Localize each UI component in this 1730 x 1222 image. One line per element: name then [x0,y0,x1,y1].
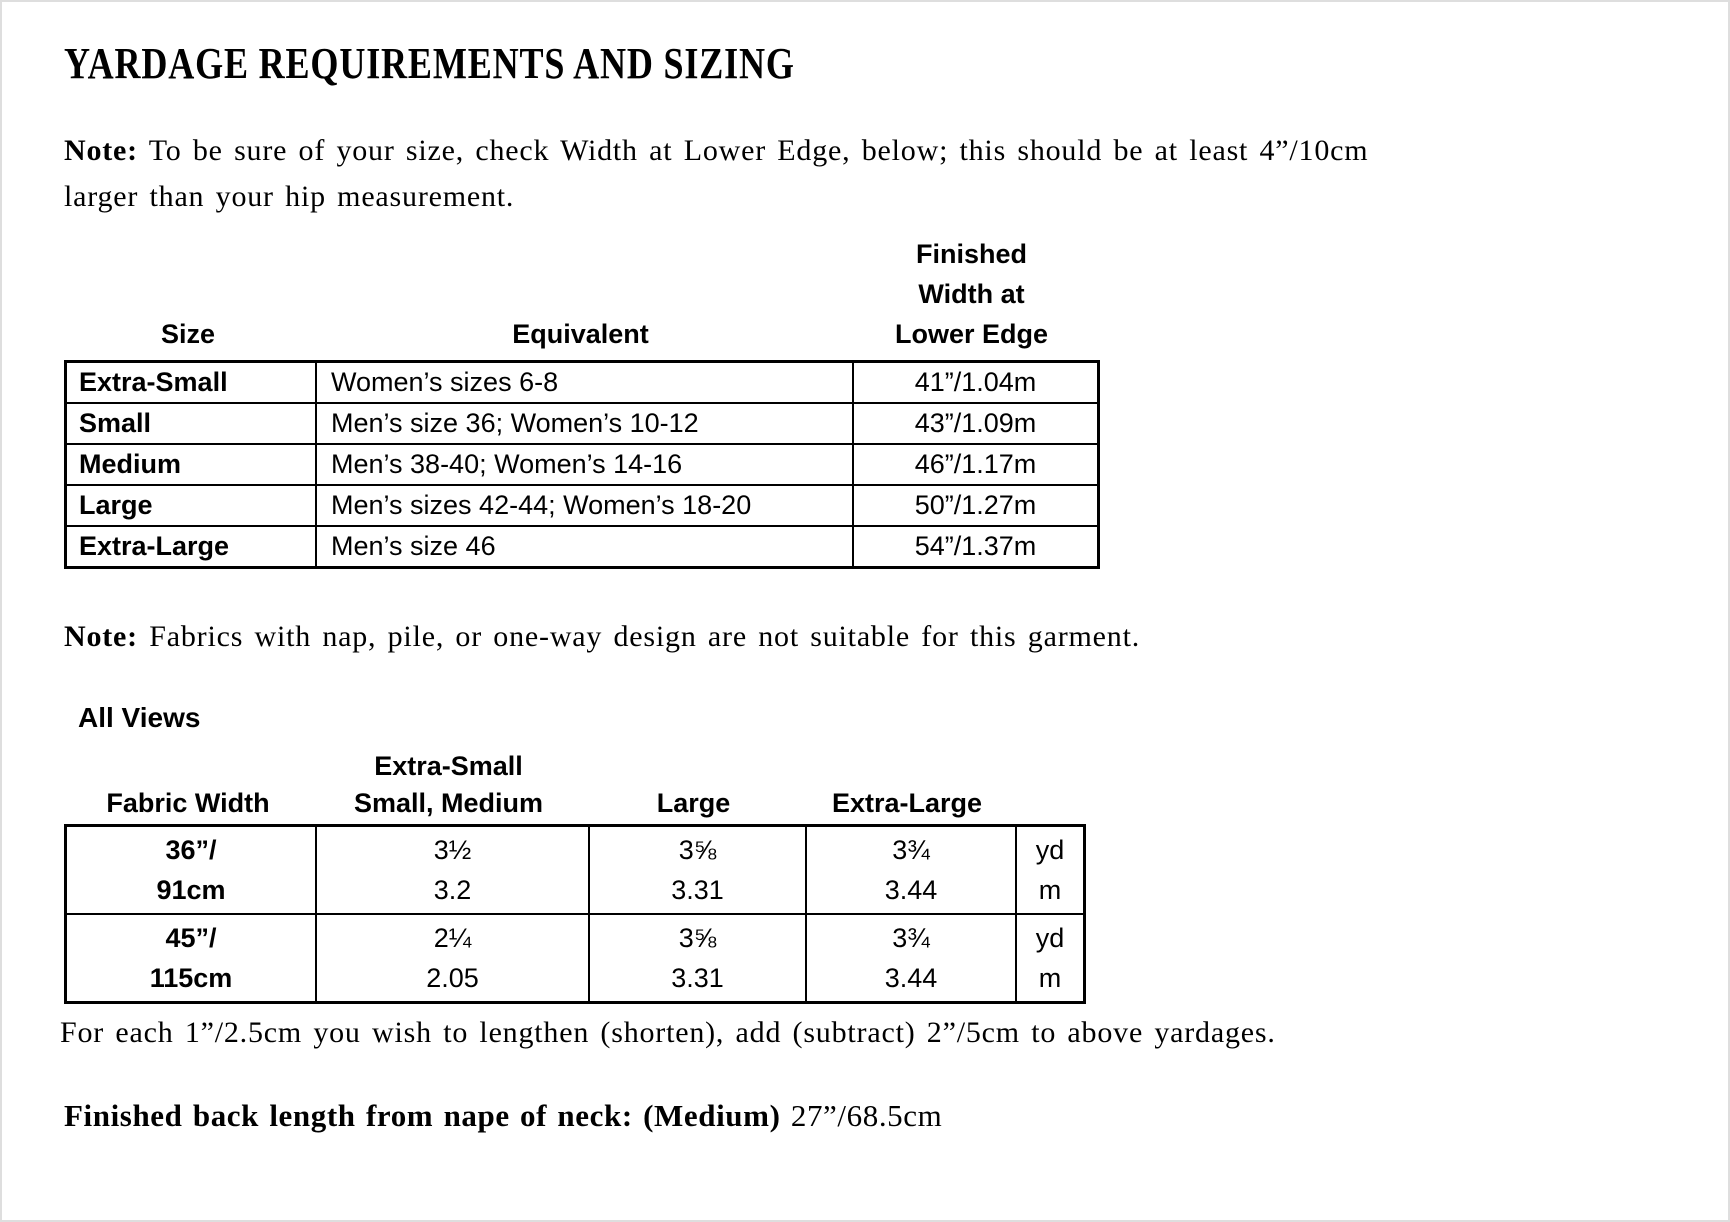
header-xs-small-medium [312,748,585,822]
yardage-m: 3.2 [433,875,472,905]
yardage-m: 3.44 [884,963,938,993]
yardage-yd: 2¼ [433,923,472,953]
fabric-width-cm: 91cm [156,875,226,905]
all-views-label: All Views [78,702,201,733]
yardage-table-header [64,748,1080,822]
header-xs-line1: Extra-Small [374,751,523,781]
fabric-width-inches: 36”/ [165,835,217,865]
unit-m: m [1038,875,1062,905]
size-cell: Medium [67,443,315,484]
extra-large-cell [805,827,1015,913]
unit-yd: yd [1035,835,1065,865]
fabric-width-cell [67,827,315,913]
lengthen-note: For each 1”/2.5cm you wish to lengthen (shorten), add (subtract) 2”/5cm to above yardages. [60,1016,1276,1049]
yardage-m: 3.31 [671,963,724,993]
size-cell: Small [67,402,315,443]
width-cell: 41”/1.04m [852,363,1097,402]
fabric-width-cm: 115cm [149,963,233,993]
yardage-m: 2.05 [426,963,479,993]
note-label: Note: [64,134,138,167]
size-table [64,360,1100,569]
back-length-note [64,1098,942,1134]
width-cell: 54”/1.37m [852,525,1097,566]
equivalent-cell: Men’s size 36; Women’s 10-12 [315,402,852,443]
header-size: Size [160,319,216,349]
header-finished-width-line1: Finished [915,239,1027,269]
fabric-note [64,614,1140,660]
back-length-label: Finished back length from nape of neck: (Medium) [64,1098,781,1133]
header-fabric-width: Fabric Width [106,788,270,818]
header-equivalent: Equivalent [512,319,649,349]
yardage-yd: 3¾ [892,923,930,953]
note-text: Fabrics with nap, pile, or one-way design are not suitable for this garment. [137,620,1141,653]
xs-small-medium-cell [315,913,588,1001]
equivalent-cell: Women’s sizes 6-8 [315,363,852,402]
xs-small-medium-cell [315,827,588,913]
page-title: YARDAGE REQUIREMENTS AND SIZING [64,39,795,88]
large-cell [588,913,805,1001]
back-length-value: 27”/68.5cm [790,1098,943,1133]
header-large: Large [656,788,731,818]
yardage-yd: 3¾ [892,835,930,865]
size-note [64,128,1368,220]
yardage-m: 3.31 [671,875,724,905]
large-cell [588,827,805,913]
header-extra-large: Extra-Large [831,788,983,818]
size-cell: Extra-Large [67,525,315,566]
width-cell: 46”/1.17m [852,443,1097,484]
header-finished-width-line2: Width at [918,279,1025,309]
yardage-yd: 3⅝ [678,835,717,865]
width-cell: 50”/1.27m [852,484,1097,525]
units-cell [1015,913,1083,1001]
note-text: To be sure of your size, check Width at Lower Edge, below; this should be at least 4”/10cm [137,134,1369,167]
header-finished-width-line3: Lower Edge [894,319,1049,349]
unit-m: m [1038,963,1062,993]
header-finished-width [849,234,1094,354]
header-xs-line2: Small, Medium [353,788,544,818]
yardage-yd: 3⅝ [678,923,717,953]
equivalent-cell: Men’s sizes 42-44; Women’s 18-20 [315,484,852,525]
fabric-width-inches: 45”/ [165,923,217,953]
extra-large-cell [805,913,1015,1001]
unit-yd: yd [1035,923,1065,953]
size-note-line1 [64,128,1368,174]
units-cell [1015,827,1083,913]
size-table-header [64,234,1094,354]
fabric-width-cell [67,913,315,1001]
equivalent-cell: Men’s 38-40; Women’s 14-16 [315,443,852,484]
size-note-line2: larger than your hip measurement. [64,180,515,213]
width-cell: 43”/1.09m [852,402,1097,443]
yardage-table [64,824,1086,1004]
equivalent-cell: Men’s size 46 [315,525,852,566]
size-cell: Extra-Small [67,363,315,402]
yardage-yd: 3½ [433,835,472,865]
size-cell: Large [67,484,315,525]
note-label: Note: [64,620,138,653]
yardage-m: 3.44 [884,875,938,905]
